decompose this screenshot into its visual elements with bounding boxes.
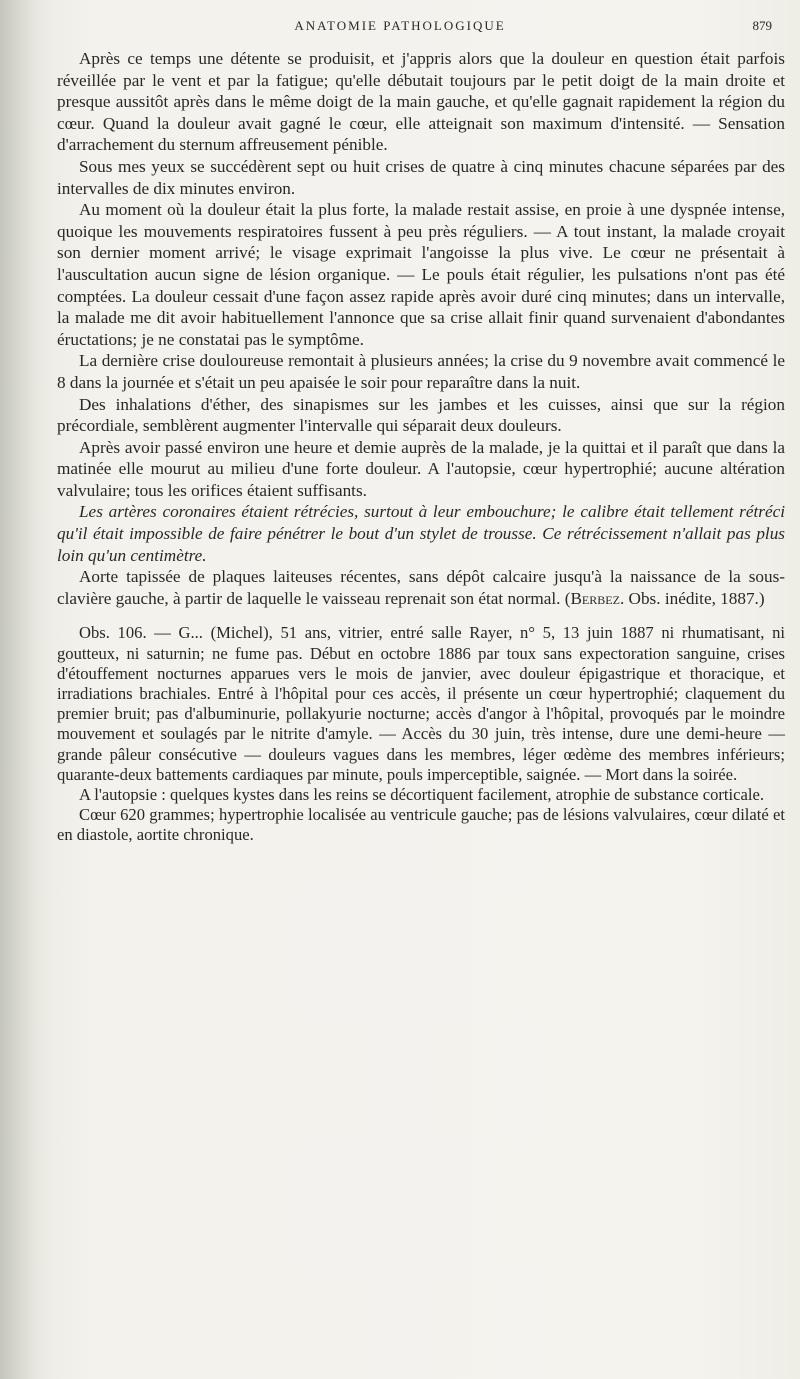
page-header bbox=[0, 18, 800, 40]
page-body bbox=[57, 48, 785, 846]
paragraph: Après ce temps une détente se produisit, et j'appris alors que la douleur en question était parfois réveillée par le vent et par la fatigue; qu'elle débutait toujours par le petit doigt de la main droite et presque aussitôt après dans le même doigt de la main gauche, et qu'elle gagnait rapidement la région du cœur. Quand la douleur avait gagné le cœur, elle atteignait son maximum d'intensité. — Sensation d'arrachement du sternum affreusement pénible. bbox=[57, 49, 785, 155]
paragraph: Des inhalations d'éther, des sinapismes sur les jambes et les cuisses, ainsi que sur la région précordiale, semblèrent augmenter l'intervalle qui séparait deux douleurs. bbox=[57, 394, 785, 436]
paragraph: Après avoir passé environ une heure et demie auprès de la malade, je la quittai et il paraît que dans la matinée elle mourut au milieu d'une forte douleur. A l'autopsie, cœur hypertrophié; aucune altération valvulaire; tous les orifices étaient suffisants. bbox=[57, 437, 785, 500]
paragraph: Au moment où la douleur était la plus forte, la malade restait assise, en proie à une dyspnée intense, quoique les mouvements respiratoires fussent à peu près réguliers. — A tout instant, la malade croyait son dernier moment arrivé; le visage exprimait l'angoisse la plus vive. Le cœur ne présentait à l'auscultation aucun signe de lésion organique. — Le pouls était régulier, les pulsations n'ont pas été comptées. La douleur cessait d'une façon assez rapide après avoir duré cinq minutes; dans un intervalle, la malade me dit avoir habituellement l'annonce que sa crise allait finir quand survenaient d'abondantes éructations; je ne constatai pas le symptôme. bbox=[57, 200, 785, 349]
observation-paragraph: Cœur 620 grammes; hypertrophie localisée au ventricule gauche; pas de lésions valvulaires, cœur dilaté et en diastole, aortite chronique. bbox=[57, 805, 785, 845]
page-number: 879 bbox=[752, 18, 772, 33]
aorta-paragraph bbox=[57, 566, 785, 609]
page-binding-shadow bbox=[0, 0, 48, 1379]
running-head: ANATOMIE PATHOLOGIQUE bbox=[294, 18, 506, 33]
observation-block bbox=[57, 623, 785, 845]
paragraph: La dernière crise douloureuse remontait à plusieurs années; la crise du 9 novembre avait commencé le 8 dans la journée et s'était un peu apaisée le soir pour reparaître dans la nuit. bbox=[57, 351, 785, 392]
italic-paragraph bbox=[57, 501, 785, 566]
observation-paragraph: A l'autopsie : quelques kystes dans les reins se décortiquent facilement, atrophie de substance corticale. bbox=[79, 785, 764, 805]
paragraph: Sous mes yeux se succédèrent sept ou huit crises de quatre à cinq minutes chacune séparées par des intervalles de dix minutes environ. bbox=[57, 156, 785, 198]
italic-text: Les artères coronaires étaient rétrécies, surtout à leur embouchure; le calibre était tellement rétréci qu'il était impossible de faire pénétrer le bout d'un stylet de trousse. Ce rétrécissement n'allait pas plus loin qu'un centimètre. bbox=[57, 502, 785, 565]
aorta-text: Aorte tapissée de plaques laiteuses récentes, sans dépôt calcaire jusqu'à la naissance de la sous-clavière gauche, à partir de laquelle le vaisseau reprenait son état normal. ( bbox=[57, 567, 785, 608]
author-name: Berbez bbox=[570, 588, 620, 608]
citation-tail: . Obs. inédite, 1887.) bbox=[619, 588, 765, 608]
observation-paragraph: Obs. 106. — G... (Michel), 51 ans, vitrier, entré salle Rayer, n° 5, 13 juin 1887 ni rhumatisant, ni goutteux, ni saturnin; ne fume pas. Début en octobre 1886 par toux sans expectoration sanguine, crises d'étouffement nocturnes apparues vers le mois de janvier, avec douleur épigastrique et thoracique, et irradiations brachiales. Entré à l'hôpital pour ces accès, il présente un cœur hypertrophié; claquement du premier bruit; pas d'albuminurie, pollakyurie nocturne; accès d'angor à l'hôpital, provoqués par le moindre mouvement et soulagés par le nitrite d'amyle. — Accès du 30 juin, très intense, dure une demi-heure — grande pâleur consécutive — douleurs vagues dans les membres, léger œdème des membres inférieurs; quarante-deux battements cardiaques par minute, pouls imperceptible, saignée. — Mort dans la soirée. bbox=[57, 623, 785, 784]
